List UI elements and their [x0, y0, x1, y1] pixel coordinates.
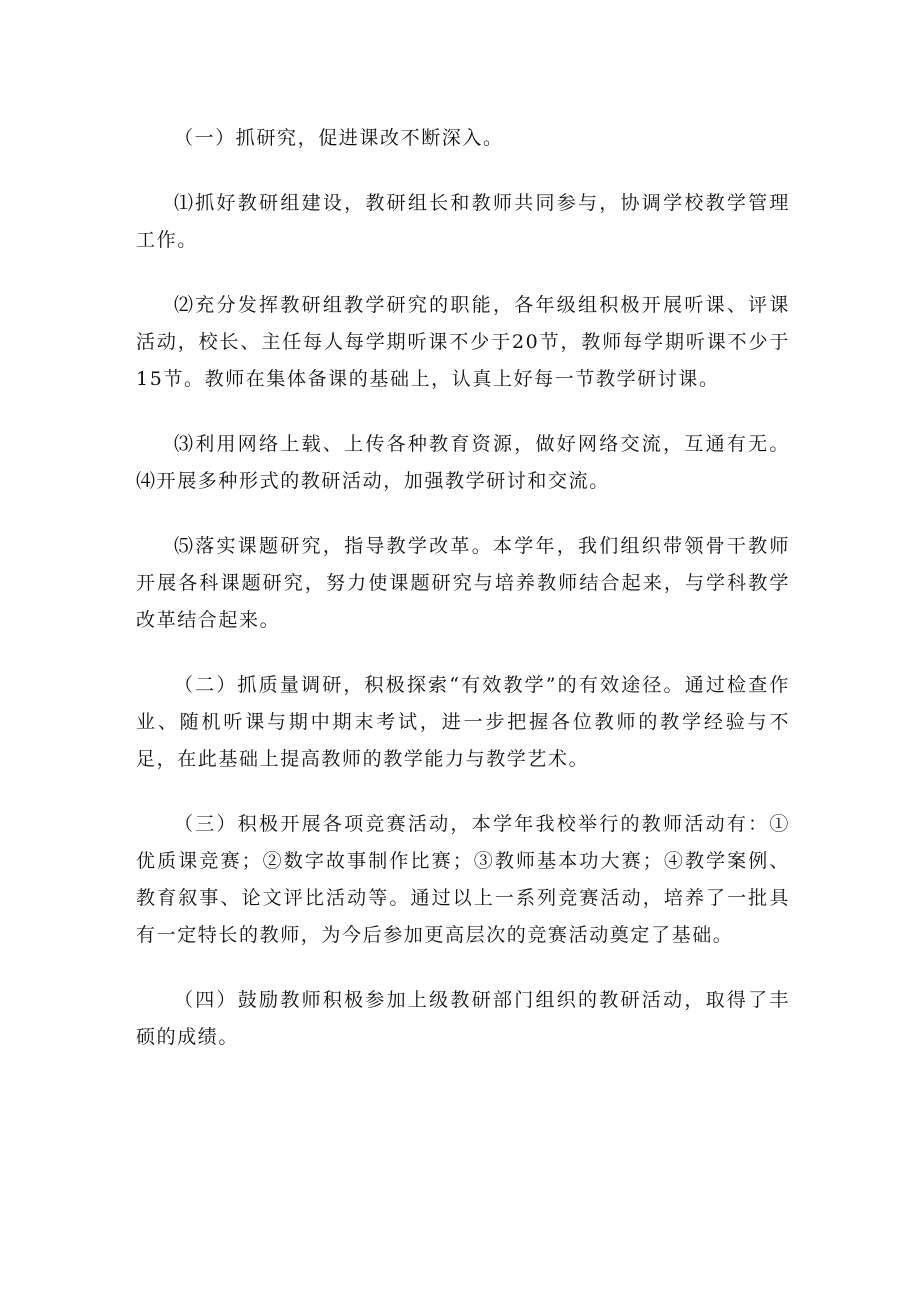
paragraph-item-2: ⑵充分发挥教研组教学研究的职能，各年级组积极开展听课、评课活动，校长、主任每人每学期听课不少于20节，教师每学期听课不少于15节。教师在集体备课的基础上，认真上好每一节教学研讨课。	[136, 294, 790, 390]
paragraph-item-3-4: ⑶利用网络上载、上传各种教育资源，做好网络交流，互通有无。⑷开展多种形式的教研活动，加强教学研讨和交流。	[136, 433, 790, 492]
paragraph-item-1: ⑴抓好教研组建设，教研组长和教师共同参与，协调学校教学管理工作。	[136, 192, 790, 251]
paragraph-section-2: （二）抓质量调研，积极探索“有效教学”的有效途径。通过检查作业、随机听课与期中期末考试，进一步把握各位教师的教学经验与不足，在此基础上提高教师的教学能力与教学艺术。	[136, 674, 790, 770]
paragraph-section-3: （三）积极开展各项竞赛活动，本学年我校举行的教师活动有：①优质课竞赛；②数字故事制作比赛；③教师基本功大赛；④教学案例、教育叙事、论文评比活动等。通过以上一系列竞赛活动，培养了一批具有一定特长的教师，为今后参加更高层次的竞赛活动奠定了基础。	[136, 813, 790, 946]
document-body	[136, 120, 790, 1084]
paragraph-section-1-heading: （一）抓研究，促进课改不断深入。	[174, 127, 504, 149]
paragraph-section-4: （四）鼓励教师积极参加上级教研部门组织的教研活动，取得了丰硕的成绩。	[136, 989, 790, 1048]
paragraph-item-5: ⑸落实课题研究，指导教学改革。本学年，我们组织带领骨干教师开展各科课题研究，努力使课题研究与培养教师结合起来，与学科教学改革结合起来。	[136, 535, 790, 631]
